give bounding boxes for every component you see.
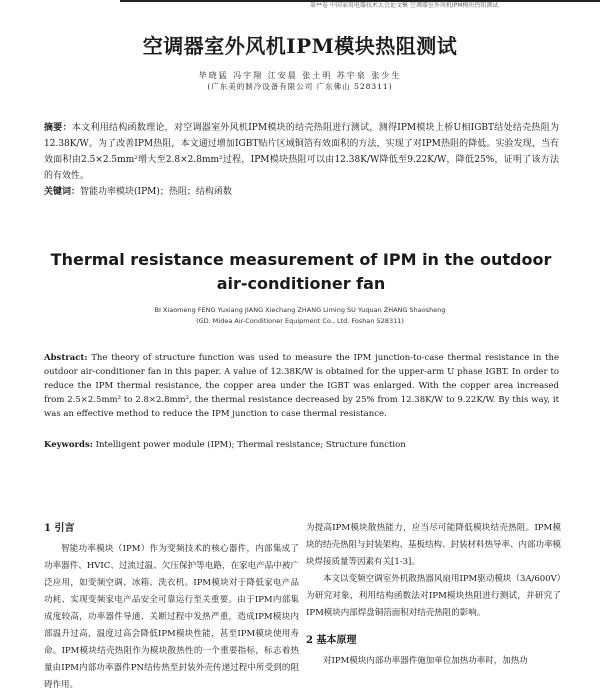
chinese-title: 空调器室外风机IPM模块热阻测试	[142, 34, 458, 58]
english-abstract-label: Abstract:	[44, 353, 88, 363]
chinese-keywords-label: 关键词：	[44, 187, 81, 197]
body-left-column	[44, 520, 299, 694]
english-abstract-text: The theory of structure function was used to measure the IPM junction-to-case thermal resistance in the outdoor air-conditioner fan in this paper. A value of 12.38K/W is obtained for the upper-arm U phase IGBT. In order to reduce the IPM thermal resistance, the copper area under the IGBT was enlarged. With the copper area increased from 2.5×2.5mm² to 2.8×2.8mm², the thermal resistance decreased by 25% from 12.38K/W to 9.22K/W. By this way, it was an effective method to reduce the IPM junction to case thermal resistance.	[44, 353, 559, 419]
running-header: 第**卷 中国家用电器技术大会论文集 空调器室外风机IPM模块热阻测试	[310, 2, 499, 9]
section-2-heading: 2 基本原理	[306, 635, 357, 646]
chinese-abstract	[44, 120, 559, 184]
english-keywords-label: Keywords:	[44, 440, 93, 450]
english-affiliation: (GD. Midea Air-Conditioner Equipment Co., Ltd. Foshan 528311)	[196, 317, 404, 325]
section-2-paragraph: 对IPM模块内部功率器件施加单位加热功率时，加热功	[323, 656, 528, 666]
section-1-heading: 1 引言	[44, 523, 75, 534]
body-right-column	[306, 520, 561, 670]
chinese-authors: 毕晓猛 冯宇翔 江安晨 张土明 苏宇泉 张少生	[198, 71, 402, 80]
section-1-paragraph: 智能功率模块（IPM）作为变频技术的核心器件，内部集成了功率器件、HVIC、过流过温、欠压保护等电路，在家电产品中被广泛应用，如变频空调、冰箱、洗衣机。IPM模块对于降低家电产品功耗、实现变频家电产品安全可靠运行至关重要。由于IPM内部集成度较高，功率器件导通、关断过程中发热严重，造成IPM模块内部温升过高，温度过高会降低IPM模块性能，甚至IPM模块使用寿命。IPM模块结壳热阻作为模块散热性的一个重要指标，标志着热量由IPM内部功率器件PN结传热至封装外壳传递过程中所受到的阻碍作用。	[44, 544, 299, 690]
chinese-keywords	[44, 184, 559, 197]
english-keywords-text: Intelligent power module (IPM); Thermal resistance; Structure function	[95, 440, 406, 450]
chinese-keywords-text: 智能功率模块(IPM)；热阻；结构函数	[80, 187, 232, 197]
right-paragraph-1: 为提高IPM模块散热能力，应当尽可能降低模块结壳热阻。IPM模块的结壳热阻与封装架构、基板结构、封装材料热导率、内部功率模块焊接质量等因素有关[1-3]。	[306, 523, 562, 567]
chinese-abstract-text: 本文利用结构函数理论，对空调器室外风机IPM模块的结壳热阻进行测试，测得IPM模块上桥U相IGBT结处结壳热阻为12.38K/W。为了改善IPM热阻，本文通过增加IGBT贴片区域铜箔有效面积的方法，实现了对IPM热阻的降低。实验发现，当有效面积由2.5×2.5mm²增大至2.8×2.8mm²过程，IPM模块热阻可以由12.38K/W降低至9.22K/W，降低25%，证明了该方法的有效性。	[44, 123, 559, 181]
chinese-affiliation: (广东美的制冷设备有限公司 广东佛山 528311)	[207, 82, 393, 91]
english-authors: BI Xiaomeng FENG Yuxiang JIANG Xiechang ZHANG Liming SU Yuquan ZHANG Shaosheng	[154, 306, 446, 314]
chinese-abstract-label: 摘要：	[44, 123, 72, 133]
english-abstract	[44, 351, 559, 421]
english-title: Thermal resistance measurement of IPM in the outdoor air-conditioner fan	[50, 250, 552, 293]
english-keywords	[44, 440, 559, 450]
right-paragraph-2: 本文以变频空调室外机散热器风扇用IPM驱动模块（3A/600V）为研究对象，利用结构函数法对IPM模块热阻进行测试，并研究了IPM模块内部焊盘铜箔面积对结壳热阻的影响。	[306, 574, 561, 618]
